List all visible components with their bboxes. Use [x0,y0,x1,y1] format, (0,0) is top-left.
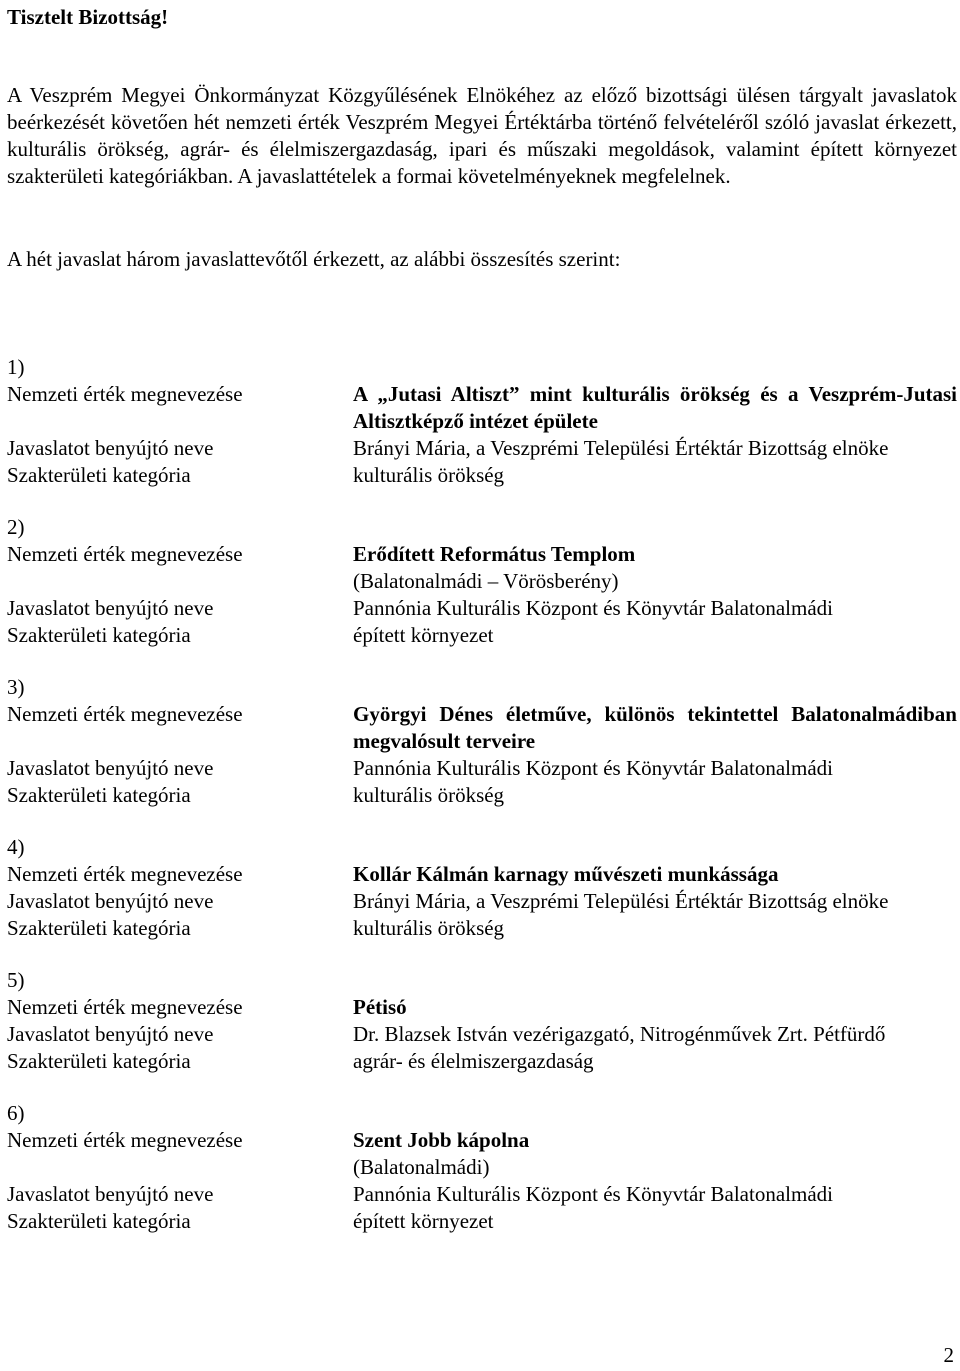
name-label: Nemzeti érték megnevezése [7,1128,243,1152]
category-label: Szakterületi kategória [7,623,191,647]
value-name: Kollár Kálmán karnagy művészeti munkássága [353,862,779,886]
category-label: Szakterületi kategória [7,1049,191,1073]
proposal-list [7,354,957,1260]
value-category: kulturális örökség [353,463,505,487]
category-label: Szakterületi kategória [7,463,191,487]
greeting: Tisztelt Bizottság! [7,5,169,29]
value-name-location: (Balatonalmádi – Vörösberény) [353,569,619,593]
entry-number: 6) [7,1101,25,1125]
proposal-entry-5 [7,967,957,1075]
proposal-entry-1 [7,354,957,489]
value-submitter: Dr. Blazsek István vezérigazgató, Nitrogénművek Zrt. Pétfürdő [353,1022,886,1046]
value-name: Györgyi Dénes életműve, különös tekintettel Balatonalmádiban megvalósult terveire [353,702,957,753]
value-submitter: Brányi Mária, a Veszprémi Települési Értéktár Bizottság elnöke [353,436,889,460]
summary-paragraph: A hét javaslat három javaslattevőtől érkezett, az alábbi összesítés szerint: [7,247,621,271]
value-name: Szent Jobb kápolna [353,1128,530,1152]
value-name: A „Jutasi Altiszt” mint kulturális örökség és a Veszprém-Jutasi Altisztképző intézet épülete [353,382,957,433]
submitter-label: Javaslatot benyújtó neve [7,1182,214,1206]
entry-number: 1) [7,355,25,379]
name-label: Nemzeti érték megnevezése [7,382,243,406]
value-category: kulturális örökség [353,916,505,940]
value-name: Pétisó [353,995,407,1019]
submitter-label: Javaslatot benyújtó neve [7,596,214,620]
proposal-entry-6 [7,1100,957,1235]
submitter-label: Javaslatot benyújtó neve [7,436,214,460]
entry-number: 4) [7,835,25,859]
name-label: Nemzeti érték megnevezése [7,995,243,1019]
name-label: Nemzeti érték megnevezése [7,862,243,886]
name-label: Nemzeti érték megnevezése [7,542,243,566]
category-label: Szakterületi kategória [7,1209,191,1233]
proposal-entry-4 [7,834,957,942]
value-category: agrár- és élelmiszergazdaság [353,1049,594,1073]
category-label: Szakterületi kategória [7,783,191,807]
value-submitter: Brányi Mária, a Veszprémi Települési Értéktár Bizottság elnöke [353,889,889,913]
submitter-label: Javaslatot benyújtó neve [7,756,214,780]
value-category: épített környezet [353,1209,494,1233]
value-submitter: Pannónia Kulturális Központ és Könyvtár Balatonalmádi [353,1182,833,1206]
value-category: kulturális örökség [353,783,505,807]
entry-number: 3) [7,675,25,699]
submitter-label: Javaslatot benyújtó neve [7,889,214,913]
category-label: Szakterületi kategória [7,916,191,940]
entry-number: 2) [7,515,25,539]
value-submitter: Pannónia Kulturális Központ és Könyvtár Balatonalmádi [353,596,833,620]
proposal-entry-3 [7,674,957,809]
value-submitter: Pannónia Kulturális Központ és Könyvtár Balatonalmádi [353,756,833,780]
value-name: Erődített Református Templom [353,542,636,566]
entry-number: 5) [7,968,25,992]
page-number: 2 [943,1343,954,1367]
proposal-entry-2 [7,514,957,649]
name-label: Nemzeti érték megnevezése [7,702,243,726]
value-category: épített környezet [353,623,494,647]
intro-paragraph: A Veszprém Megyei Önkormányzat Közgyűlésének Elnökéhez az előző bizottsági ülésen tárgyalt javaslatok beérkezését követően hét nemzeti érték Veszprém Megyei Értéktárba történő felvételéről szóló javaslat érkezett, kulturális örökség, agrár- és élelmiszergazdaság, ipari és műszaki megoldások, valamint épített környezet szakterületi kategóriákban. A javaslattételek a formai követelményeknek megfelelnek. [7,83,957,188]
submitter-label: Javaslatot benyújtó neve [7,1022,214,1046]
value-name-location: (Balatonalmádi) [353,1155,490,1179]
